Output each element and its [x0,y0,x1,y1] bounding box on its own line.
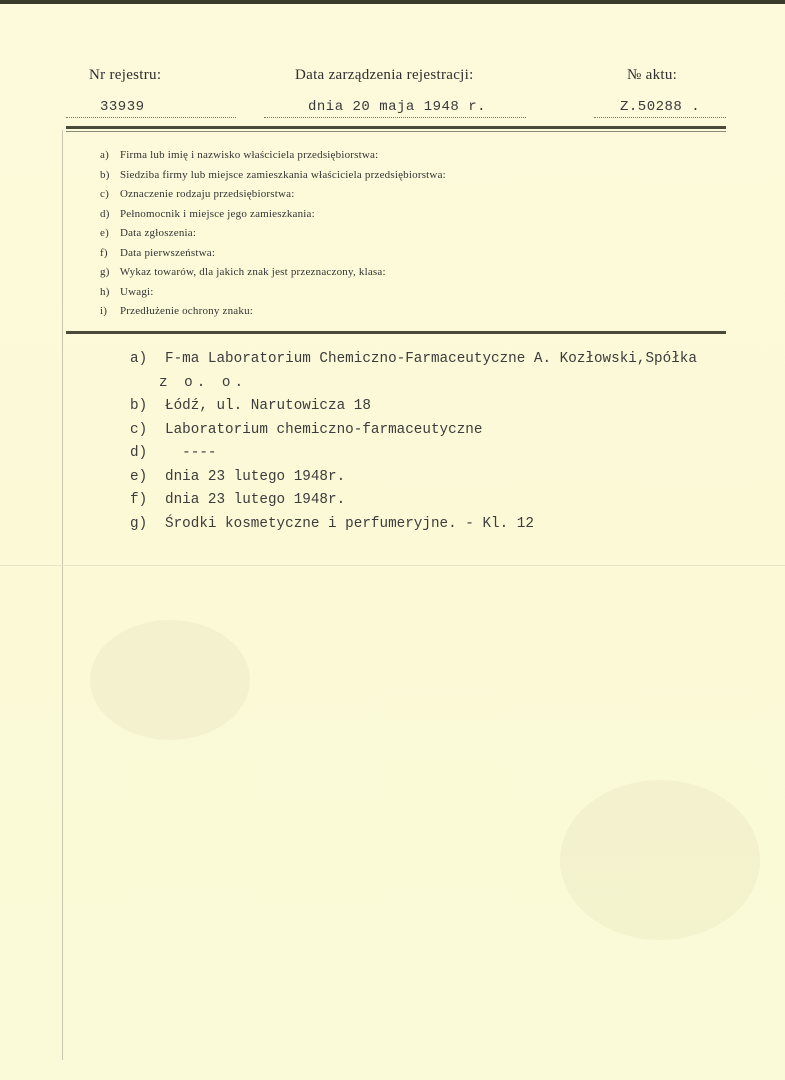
register-number-label: Nr rejestru: [89,67,162,83]
printed-field-list [100,146,446,322]
field-label: Uwagi: [119,285,154,298]
field-label: Siedziba firmy lub miejsce zamieszkania właściciela przedsiębiorstwa: [119,168,446,181]
fields-divider [66,331,726,334]
field-item [100,283,446,303]
register-number-value: 33939 [100,99,145,115]
act-number-dotted-line [594,117,726,118]
field-label: Data zgłoszenia: [119,227,197,239]
entry-text: z o. o. [159,374,248,391]
field-letter: i) [100,305,108,317]
field-letter: g) [100,266,110,278]
field-label: Pełnomocnik i miejsce jego zamieszkania: [119,207,315,220]
paper-stain [560,780,760,940]
field-letter: c) [100,188,109,200]
entry-letter: e) [130,468,148,485]
field-letter: d) [100,207,110,220]
entry-letter: d) [130,445,148,461]
paper-stain [90,620,250,740]
entry-letter: a) [130,351,148,367]
field-label: Wykaz towarów, dla jakich znak jest przeznaczony, klasa: [119,266,386,278]
field-item [100,302,446,322]
entry-text: dnia 23 lutego 1948r. [165,492,346,508]
entry-letter: f) [130,492,148,508]
field-item [100,146,446,166]
registration-date-value: dnia 20 maja 1948 r. [308,99,487,115]
entry-text: dnia 23 lutego 1948r. [165,468,346,485]
entry-text: ---- [165,445,217,461]
field-letter: b) [100,168,110,181]
typed-entry [130,348,697,372]
entry-letter: b) [130,398,148,414]
entry-text: Łódź, ul. Narutowicza 18 [165,398,371,414]
entry-text: F-ma Laboratorium Chemiczno-Farmaceutyczne A. Kozłowski,Spółka [165,351,697,367]
act-number-value: Z.50288 . [620,99,701,115]
field-label: Data pierwszeństwa: [119,246,216,259]
typed-entry [130,466,697,490]
registration-date-label: Data zarządzenia rejestracji: [295,67,474,83]
typed-entry [130,372,697,396]
header-divider [66,126,726,129]
field-item [100,263,446,283]
field-letter: e) [100,227,109,239]
field-item [100,166,446,186]
typed-entry [130,419,697,443]
entry-letter: c) [130,421,148,438]
field-label: Oznaczenie rodzaju przedsiębiorstwa: [119,188,295,200]
fold-line [0,565,785,566]
field-letter: h) [100,285,110,298]
act-number-label: № aktu: [627,67,678,83]
field-item [100,185,446,205]
typed-entry [130,442,697,466]
field-letter: a) [100,149,109,161]
typed-entry [130,395,697,419]
field-item [100,224,446,244]
field-label: Przedłużenie ochrony znaku: [119,305,254,317]
field-item [100,244,446,264]
register-number-dotted-line [66,117,236,118]
registration-date-dotted-line [264,117,526,118]
entry-text: Laboratorium chemiczno-farmaceutyczne [165,421,483,438]
typed-entry [130,489,697,513]
field-item [100,205,446,225]
typed-entry [130,513,697,537]
left-margin-line [62,130,63,1060]
header-divider-thin [66,131,726,132]
typed-entries [130,348,697,536]
field-label: Firma lub imię i nazwisko właściciela przedsiębiorstwa: [119,149,379,161]
entry-letter: g) [130,515,148,532]
field-letter: f) [100,246,108,259]
entry-text: Środki kosmetyczne i perfumeryjne. - Kl. 12 [165,515,534,532]
